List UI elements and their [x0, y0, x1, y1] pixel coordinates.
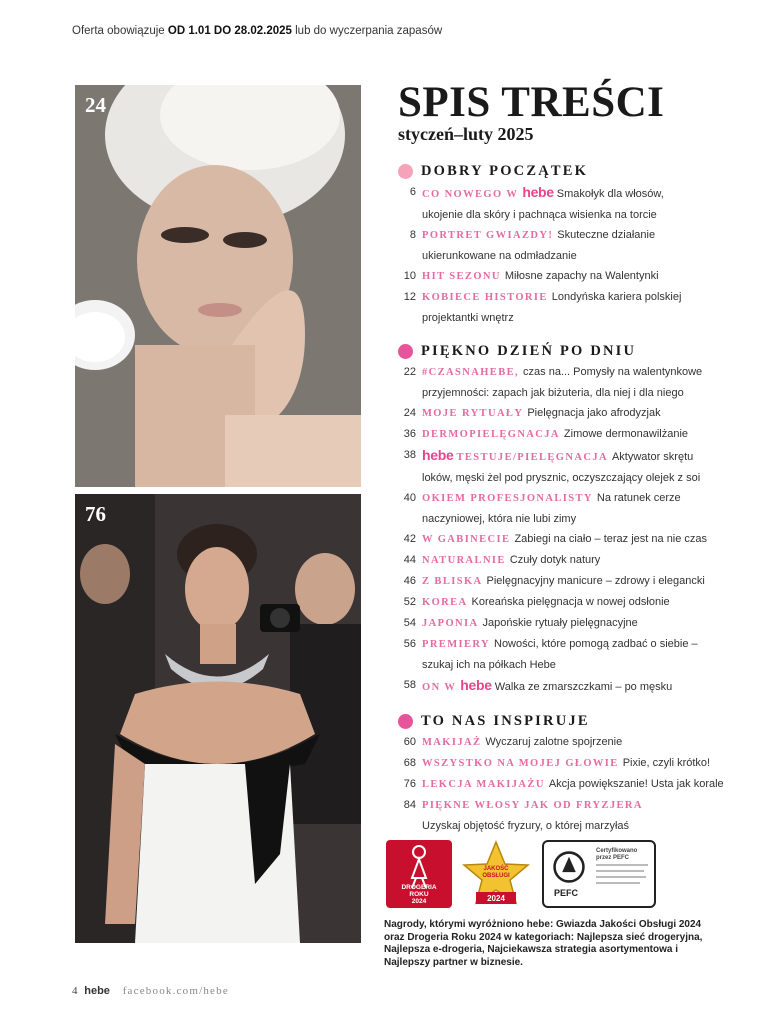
drogeria-roku-line2: ROKU [409, 891, 429, 898]
toc-entry-label: TESTUJE/PIELĘGNACJA [456, 452, 608, 463]
toc-entry-description: Wyczaruj zalotne spojrzenie [485, 736, 623, 748]
toc-entry-description: Miłosne zapachy na Walentynki [504, 270, 659, 282]
toc-entry[interactable] [398, 732, 728, 753]
toc-entry-page: 46 [403, 575, 416, 587]
toc-entry-page: 12 [403, 291, 416, 303]
toc-entry-description: Akcja powiększanie! Usta jak korale [548, 778, 724, 790]
toc-entry-label: LEKCJA MAKIJAŻU [422, 779, 545, 790]
toc-entry-page: 8 [409, 229, 416, 241]
drogeria-roku-award-logo [386, 840, 452, 908]
toc-entry-description: Na ratunek cerze [596, 492, 681, 504]
toc-entry-description: Zimowe dermonawilżanie [563, 428, 689, 440]
jakosc-year: 2024 [487, 894, 505, 903]
toc-entry[interactable] [398, 225, 728, 266]
toc-entry-page: 52 [403, 596, 416, 608]
toc-entry-description: Walka ze zmarszczkami – po męsku [494, 681, 673, 693]
photo-page-number: 76 [85, 502, 106, 526]
toc-entry-page: 42 [403, 533, 416, 545]
toc-entry-description: Smakołyk dla włosów, [556, 188, 664, 200]
toc-entry-description: Pixie, czyli krótko! [622, 757, 711, 769]
table-of-contents [398, 160, 728, 848]
toc-entry-label: ON W [422, 682, 457, 693]
toc-entry-description: Skuteczne działanie [557, 229, 656, 241]
toc-entry[interactable] [398, 488, 728, 529]
photo-woman-towel-illustration [75, 85, 361, 487]
toc-entry-description: czas na... Pomysły na walentynkowe [523, 366, 703, 378]
toc-section-title: PIĘKNO DZIEŃ PO DNIU [421, 342, 637, 359]
hebe-logo: hebe [522, 184, 554, 200]
toc-entry[interactable] [398, 424, 728, 445]
toc-section-header [398, 710, 728, 732]
toc-entry-label: MAKIJAŻ [422, 737, 482, 748]
toc-entry-page: 58 [403, 679, 416, 691]
toc-section-header [398, 160, 728, 182]
toc-entry-label: JAPONIA [422, 618, 479, 629]
awards-row [386, 840, 656, 910]
toc-entry-description: Koreańska pielęgnacja w nowej odsłonie [471, 596, 670, 608]
drogeria-roku-line3: 2024 [411, 898, 427, 905]
toc-entry-description: Nowości, które pomogą zadbać o siebie – [494, 638, 698, 650]
toc-entry-description: Czuły dotyk natury [509, 554, 601, 566]
toc-entry-description-continued: projektantki wnętrz [422, 312, 514, 324]
toc-entry-label: DERMOPIELĘGNACJA [422, 429, 560, 440]
toc-entry[interactable] [398, 182, 728, 225]
section-dot-icon [398, 164, 413, 179]
toc-entry-label: CO NOWEGO W [422, 189, 519, 200]
toc-entry-description-continued: ukierunkowane na odmładzanie [422, 250, 577, 262]
toc-entry[interactable] [398, 266, 728, 287]
photo-woman-red-carpet-illustration [75, 494, 361, 943]
toc-entry-page: 56 [403, 638, 416, 650]
toc-entry-label: HIT SEZONU [422, 271, 501, 282]
toc-entry-page: 24 [403, 407, 416, 419]
pefc-text-line [596, 864, 648, 866]
pefc-tree-icon [552, 850, 586, 884]
toc-entry-page: 36 [403, 428, 416, 440]
toc-entry[interactable] [398, 592, 728, 613]
pefc-text-line [596, 870, 644, 872]
toc-entry-description: Zabiegi na ciało – teraz jest na nie czas [514, 533, 708, 545]
footer-facebook-link[interactable]: facebook.com/hebe [122, 985, 229, 997]
toc-entry-page: 76 [403, 778, 416, 790]
toc-entry-label: Z BLISKA [422, 576, 483, 587]
toc-entry-description-continued: przyjemności: zapach jak biżuteria, dla niej i dla niego [422, 387, 684, 399]
toc-entry[interactable] [398, 362, 728, 403]
toc-entry[interactable] [398, 774, 728, 795]
toc-entry-label: #CZASNAHEBE, [422, 367, 520, 378]
toc-entry-label: PORTRET GWIAZDY! [422, 230, 554, 241]
toc-entry-label: PIĘKNE WŁOSY JAK OD FRYZJERA [422, 800, 643, 811]
toc-entry-page: 10 [403, 270, 416, 282]
drogeria-roku-line1: DROGERIA [401, 884, 437, 891]
pefc-text-line [596, 876, 646, 878]
toc-entry-label: MOJE RYTUAŁY [422, 408, 524, 419]
page-footer [72, 985, 229, 997]
toc-entry[interactable] [398, 675, 728, 698]
toc-entry-description: Pielęgnacyjny manicure – zdrowy i elegancki [486, 575, 705, 587]
pefc-text-line [596, 882, 640, 884]
toc-entry-label: PREMIERY [422, 639, 490, 650]
toc-entry-description-continued: ukojenie dla skóry i pachnąca wisienka na torcie [422, 209, 657, 221]
toc-entry-label: OKIEM PROFESJONALISTY [422, 493, 593, 504]
toc-entry-description: Japońskie rytuały pielęgnacyjne [482, 617, 638, 629]
photo-page-number: 24 [85, 93, 106, 117]
toc-entry-page: 6 [409, 186, 416, 198]
page-subtitle: styczeń–luty 2025 [398, 124, 534, 144]
toc-entry-description-continued: naczyniowej, która nie lubi zimy [422, 513, 577, 525]
toc-entry[interactable] [398, 571, 728, 592]
toc-section [398, 160, 728, 328]
toc-entry-description: Aktywator skrętu [611, 451, 694, 463]
toc-entry-label: KOBIECE HISTORIE [422, 292, 548, 303]
section-dot-icon [398, 344, 413, 359]
jakosc-obslugi-award-logo [462, 840, 530, 908]
pefc-certificate [542, 840, 656, 908]
footer-brand-logo: hebe [84, 985, 110, 997]
toc-entry-description-continued: szukaj ich na półkach Hebe [422, 659, 556, 671]
toc-entry[interactable] [398, 529, 728, 550]
toc-section-header [398, 340, 728, 362]
footer-page-number: 4 [72, 985, 78, 997]
photo-woman-towel[interactable] [75, 85, 361, 487]
toc-entry[interactable] [398, 753, 728, 774]
toc-entry-page: 54 [403, 617, 416, 629]
toc-entry-page: 38 [403, 449, 416, 461]
toc-section-title: TO NAS INSPIRUJE [421, 712, 590, 729]
toc-entry[interactable] [398, 550, 728, 571]
toc-entry-label: KOREA [422, 597, 468, 608]
toc-entry-label: NATURALNIE [422, 555, 506, 566]
hebe-logo: hebe [460, 677, 492, 693]
toc-section [398, 340, 728, 698]
toc-entry-page: 68 [403, 757, 416, 769]
toc-entry-page: 22 [403, 366, 416, 378]
section-dot-icon [398, 714, 413, 729]
pefc-name: PEFC [554, 888, 579, 898]
toc-entry[interactable] [398, 445, 728, 488]
awards-note: Nagrody, którymi wyróżniono hebe: Gwiazda Jakości Obsługi 2024 oraz Drogeria Roku 2024 w kategoriach: Najlepsza sieć drogeryjna, Najlepsza e-drogeria, Najciekawsza strategia asortymentowa i Najlepszy partner w biznesie. [384, 919, 703, 968]
pefc-heading: Certyfikowano przez PEFC [596, 848, 638, 861]
toc-entry-description: Londyńska kariera polskiej [551, 291, 682, 303]
hebe-logo: hebe [422, 447, 454, 463]
toc-section-title: DOBRY POCZĄTEK [421, 162, 589, 179]
toc-entry-description-continued: Uzyskaj objętość fryzury, o której marzyłaś [422, 820, 630, 832]
toc-entry-page: 44 [403, 554, 416, 566]
photo-woman-red-carpet[interactable] [75, 494, 361, 943]
toc-entry-label: WSZYSTKO NA MOJEJ GŁOWIE [422, 758, 619, 769]
toc-section [398, 710, 728, 836]
toc-entry-page: 40 [403, 492, 416, 504]
toc-entry[interactable] [398, 613, 728, 634]
jakosc-line1: JAKOŚĆ [483, 866, 509, 872]
toc-entry[interactable] [398, 287, 728, 328]
toc-entry-label: W GABINECIE [422, 534, 511, 545]
toc-entry-page: 84 [403, 799, 416, 811]
toc-entry[interactable] [398, 795, 728, 836]
jakosc-line2: OBSŁUGI [482, 873, 510, 879]
toc-entry-description: Pielęgnacja jako afrodyzjak [527, 407, 661, 419]
toc-entry-page: 60 [403, 736, 416, 748]
page-title: SPIS TREŚCI [398, 79, 665, 126]
toc-entry-description-continued: loków, męski żel pod prysznic, oczyszczający olejek z soi [422, 472, 701, 484]
toc-entry[interactable] [398, 634, 728, 675]
offer-validity: Oferta obowiązuje OD 1.01 DO 28.02.2025 lub do wyczerpania zapasów [72, 25, 443, 37]
toc-entry[interactable] [398, 403, 728, 424]
